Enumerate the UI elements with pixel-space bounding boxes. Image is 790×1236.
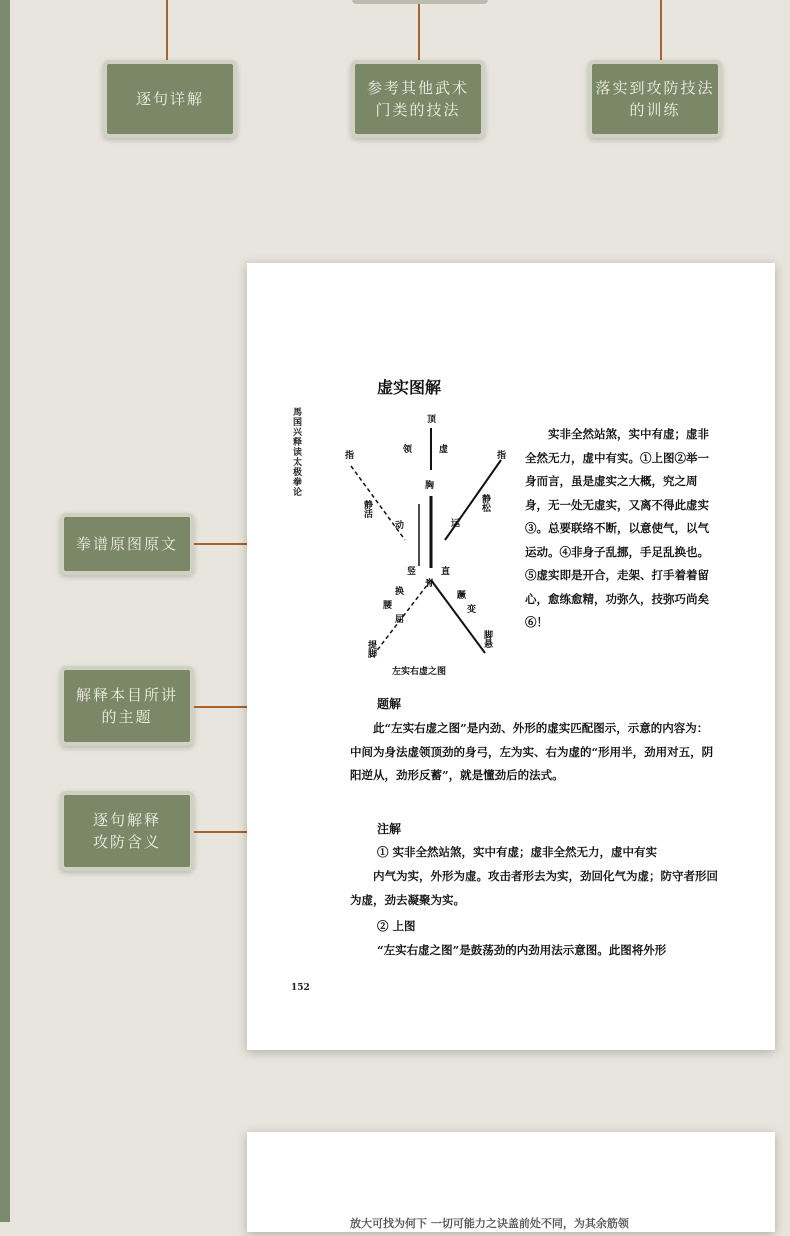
note2-head: ② 上图 [377, 919, 416, 933]
side-box-original-text [60, 513, 194, 575]
book-page [247, 263, 775, 1050]
box-label: 落实到攻防技法 的训练 [595, 79, 715, 119]
diagram-label: 动 [395, 521, 405, 531]
page-number: 152 [291, 983, 310, 993]
mindmap-box-other-martial-arts [351, 60, 485, 138]
page-title: 虚实图解 [377, 378, 442, 397]
note2-body: “左实右虚之图”是鼓荡劲的内劲用法示意图。此图将外形 [377, 943, 667, 957]
box-label: 拳谱原图原文 [75, 535, 178, 553]
diagram-label: 蹶 [457, 591, 467, 601]
diagram-label: 脊 [425, 579, 435, 589]
connector-line [660, 0, 662, 62]
next-book-page [247, 1132, 775, 1232]
box-label: 逐句解释 攻防含义 [92, 811, 161, 851]
diagram-label: 直 [441, 567, 451, 577]
diagram-label: 领 [403, 445, 413, 455]
diagram-label: 腰 [383, 601, 393, 611]
side-box-theme [60, 666, 194, 746]
mindmap-box-combat-training [588, 60, 722, 138]
box-label: 逐句详解 [135, 90, 204, 108]
diagram-label: 指 [497, 451, 507, 461]
diagram-label: 虚 [439, 445, 449, 455]
diagram-label: 指 [345, 451, 355, 461]
note1-head: ① 实非全然站煞，实中有虚；虚非全然无力，虚中有实 [377, 845, 658, 859]
zhujie-heading: 注解 [377, 822, 402, 836]
diagram-label: 屈 [395, 615, 405, 625]
diagram-label: 静活 [362, 500, 372, 518]
diagram-label: 静松 [480, 494, 490, 512]
box-label: 参考其他武术 门类的技法 [366, 79, 469, 119]
diagram-label: 换 [395, 587, 405, 597]
diagram-caption: 左实右虚之图 [392, 667, 447, 677]
tijie-text: 此“左实右虚之图”是内劲、外形的虚实匹配图示，示意的内容为：中间为身法虚领顶劲的身弓，左为实、右为虚的“形用半，劲用对五，阴阳逆从，劲形反蓄”，就是懂劲后的法式。 [350, 721, 714, 782]
xu-shi-diagram [345, 408, 515, 678]
side-box-combat-meaning [60, 791, 194, 871]
box-label: 解释本目所讲 的主题 [75, 686, 178, 726]
diagram-label: 顶 [427, 415, 437, 425]
diagram-label: 竖 [407, 567, 417, 577]
top-node-stub [352, 0, 488, 4]
diagram-label: 胸 [425, 481, 435, 491]
diagram-label: 脚悬 [482, 630, 492, 648]
right-column-text: 实非全然站煞，实中有虚；虚非全然无力，虚中有实。①上图②举一身而言，虽是虚实之大概，究之周身，无一处无虚实，又离不得此虚实③。总要联络不断，以意使气，以气运动。④非身子乱挪，手足乱换也。⑤虚实即是开合，走架、打手着着留心，愈练愈精，功弥久，技弥巧尚矣⑥！ [525, 427, 709, 629]
next-page-text: 放大可找为何下 一切可能力之诀盖前处不同，为其余筋领 [350, 1217, 629, 1230]
left-accent-bar [0, 0, 10, 1222]
diagram-label: 变 [467, 605, 477, 615]
connector-line [166, 0, 168, 62]
connector-line [418, 0, 420, 62]
running-head: 馬国兴释读太极拳论 [293, 408, 303, 498]
note1-body: 内气为实，外形为虚。攻击者形去为实，劲回化气为虚；防守者形回为虚，劲去凝聚为实。 [350, 869, 718, 907]
diagram-label: 运 [451, 519, 461, 529]
tijie-heading: 题解 [377, 697, 402, 711]
diagram-label: 提脚 [366, 640, 376, 658]
mindmap-box-line-by-line [103, 60, 237, 138]
